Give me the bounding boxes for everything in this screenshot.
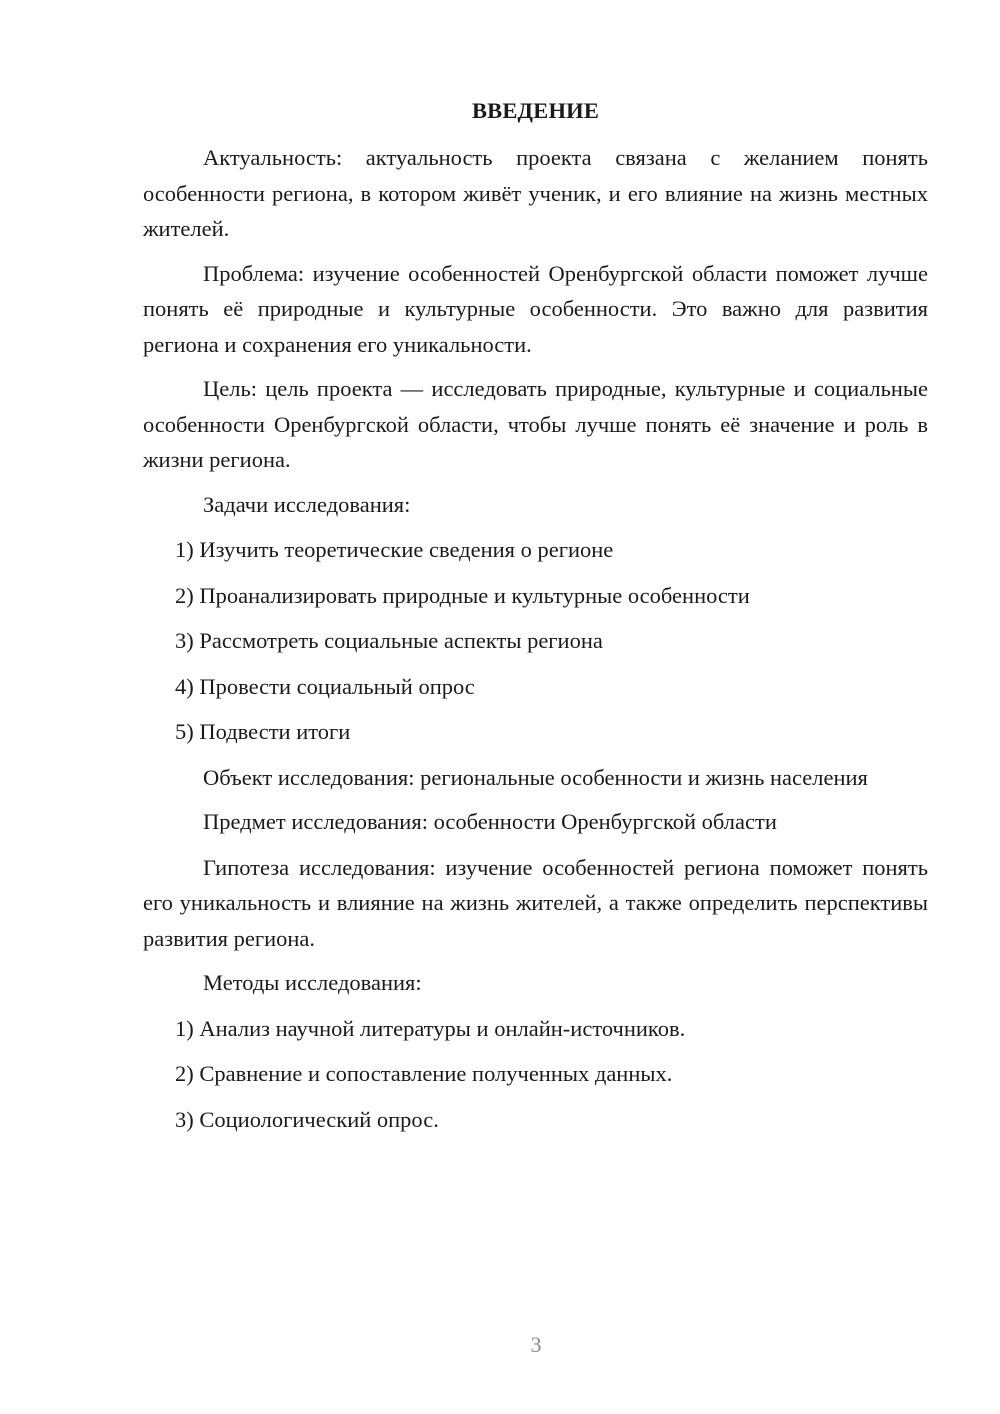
object-paragraph: Объект исследования: региональные особенности и жизнь населения — [203, 764, 868, 790]
goal-paragraph: Цель: цель проекта — исследовать природные, культурные и социальные особенности Оренбургской области, чтобы лучше понять её значение и роль в жизни региона. — [143, 376, 928, 472]
page-number: 3 — [530, 1332, 542, 1357]
relevance-paragraph: Актуальность: актуальность проекта связана с желанием понять особенности региона, в котором живёт ученик, и его влияние на жизнь местных жителей. — [143, 145, 928, 241]
task-item-3: 3) Рассмотреть социальные аспекты региона — [175, 628, 603, 653]
subject-line: Предмет исследования: особенности Оренбургской области — [203, 809, 777, 834]
method-item-1: 1) Анализ научной литературы и онлайн-источников. — [175, 1015, 686, 1041]
hypothesis-paragraph: Гипотеза исследования: изучение особенностей региона поможет понять его уникальность и влияние на жизнь жителей, а также определить перспективы развития региона. — [143, 854, 928, 951]
document-page — [143, 94, 928, 1147]
problem-paragraph: Проблема: изучение особенностей Оренбургской области поможет лучше понять её природные и культурные особенности. Это важно для развития региона и сохранения его уникальности. — [143, 260, 928, 357]
task-item-2: 2) Проанализировать природные и культурные особенности — [175, 582, 750, 608]
task-item-5: 5) Подвести итоги — [175, 719, 351, 744]
method-item-3: 3) Социологический опрос. — [175, 1106, 439, 1132]
section-heading: ВВЕДЕНИЕ — [471, 98, 600, 123]
task-item-4: 4) Провести социальный опрос — [175, 673, 475, 699]
method-item-2: 2) Сравнение и сопоставление полученных данных. — [175, 1061, 673, 1086]
task-item-1: 1) Изучить теоретические сведения о регионе — [175, 537, 614, 562]
tasks-title: Задачи исследования: — [203, 491, 411, 517]
methods-title: Методы исследования: — [203, 970, 422, 995]
